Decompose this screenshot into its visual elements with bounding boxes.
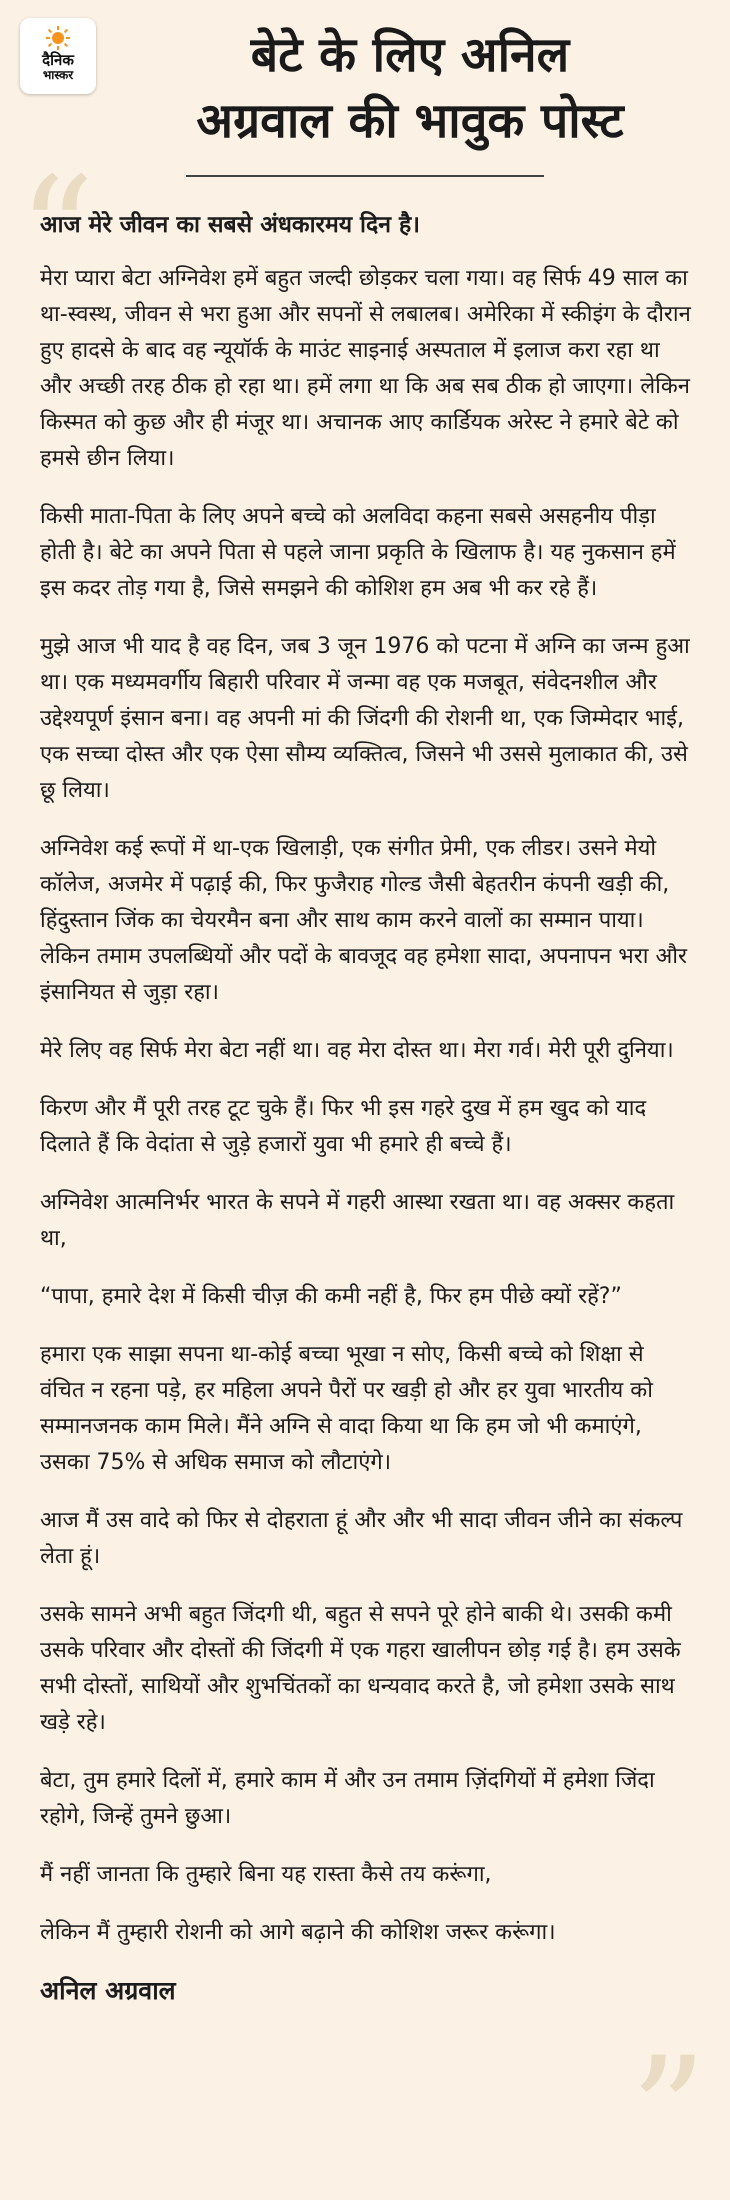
headline-line2: अग्रवाल की भावुक पोस्ट: [196, 93, 624, 149]
post-body: [40, 207, 695, 2009]
opening-line: आज मेरे जीवन का सबसे अंधकारमय दिन है।: [40, 212, 420, 238]
paragraph: अग्निवेश कई रूपों में था-एक खिलाड़ी, एक संगीत प्रेमी, एक लीडर। उसने मेयो कॉलेज, अजमेर में पढ़ाई की, फिर फुजैराह गोल्ड जैसी बेहतरीन कंपनी खड़ी की, हिंदुस्तान जिंक का चेयरमैन बना और साथ काम करने वालों का सम्मान पाया। लेकिन तमाम उपलब्धियों और पदों के बावजूद वह हमेशा सादा, अपनापन भरा और इंसानियत से जुड़ा रहा।: [40, 836, 687, 1005]
title-divider: [186, 175, 544, 177]
paragraph: मेरे लिए वह सिर्फ मेरा बेटा नहीं था। वह मेरा दोस्त था। मेरा गर्व। मेरी पूरी दुनिया।: [40, 1038, 674, 1063]
paragraph: मुझे आज भी याद है वह दिन, जब 3 जून 1976 को पटना में अग्नि का जन्म हुआ था। एक मध्यमवर्गीय बिहारी परिवार में जन्मा वह एक मजबूत, संवेदनशील और उद्देश्यपूर्ण इंसान बना। वह अपनी मां की जिंदगी की रोशनी था, एक जिम्मेदार भाई, एक सच्चा दोस्त और एक ऐसा सौम्य व्यक्तित्व, जिसने भी उससे मुलाकात की, उसे छू लिया।: [40, 634, 690, 803]
paragraph: लेकिन मैं तुम्हारी रोशनी को आगे बढ़ाने की कोशिश जरूर करूंगा।: [40, 1920, 556, 1945]
paragraph: हमारा एक साझा सपना था-कोई बच्चा भूखा न सोए, किसी बच्चे को शिक्षा से वंचित न रहना पड़े, हर महिला अपने पैरों पर खड़ी हो और हर युवा भारतीय को सम्मानजनक काम मिले। मैंने अग्नि से वादा किया था कि हम जो भी कमाएंगे, उसका 75% से अधिक समाज को लौटाएंगे।: [40, 1342, 653, 1475]
sun-icon: [46, 26, 70, 50]
dainik-bhaskar-logo: [20, 18, 96, 94]
logo-brand-line2: भास्कर: [42, 68, 74, 82]
signature: अनिल अग्रवाल: [40, 1976, 176, 2005]
paragraph: किरण और मैं पूरी तरह टूट चुके हैं। फिर भी इस गहरे दुख में हम खुद को याद दिलाते हैं कि वेदांता से जुड़े हजारों युवा भी हमारे ही बच्चे हैं।: [40, 1096, 647, 1157]
headline: [110, 22, 710, 154]
headline-line1: बेटे के लिए अनिल: [250, 27, 570, 83]
logo-brand-line1: दैनिक: [42, 51, 74, 69]
paragraph: अग्निवेश आत्मनिर्भर भारत के सपने में गहरी आस्था रखता था। वह अक्सर कहता था,: [40, 1190, 675, 1251]
open-quote-icon: “: [18, 146, 95, 320]
paragraph: बेटा, तुम हमारे दिलों में, हमारे काम में और उन तमाम ज़िंदगियों में हमेशा जिंदा रहोगे, जिन्हें तुमने छुआ।: [40, 1768, 655, 1829]
paragraph: आज मैं उस वादे को फिर से दोहराता हूं और और भी सादा जीवन जीने का संकल्प लेता हूं।: [40, 1508, 683, 1569]
paragraph: मैं नहीं जानता कि तुम्हारे बिना यह रास्ता कैसे तय करूंगा,: [40, 1862, 492, 1887]
quote-paragraph: “पापा, हमारे देश में किसी चीज़ की कमी नहीं है, फिर हम पीछे क्यों रहें?”: [40, 1284, 622, 1309]
close-quote-icon: ”: [630, 2026, 707, 2200]
paragraph: उसके सामने अभी बहुत जिंदगी थी, बहुत से सपने पूरे होने बाकी थे। उसकी कमी उसके परिवार और दोस्तों की जिंदगी में एक गहरा खालीपन छोड़ गई है। हम उसके सभी दोस्तों, साथियों और शुभचिंतकों का धन्यवाद करते है, जो हमेशा उसके साथ खड़े रहे।: [40, 1602, 681, 1735]
paragraph: किसी माता-पिता के लिए अपने बच्चे को अलविदा कहना सबसे असहनीय पीड़ा होती है। बेटे का अपने पिता से पहले जाना प्रकृति के खिलाफ है। यह नुकसान हमें इस कदर तोड़ गया है, जिसे समझने की कोशिश हम अब भी कर रहे हैं।: [40, 504, 676, 601]
paragraph: मेरा प्यारा बेटा अग्निवेश हमें बहुत जल्दी छोड़कर चला गया। वह सिर्फ 49 साल का था-स्वस्थ, जीवन से भरा हुआ और सपनों से लबालब। अमेरिका में स्कीइंग के दौरान हुए हादसे के बाद वह न्यूयॉर्क के माउंट साइनाई अस्पताल में इलाज करा रहा था और अच्छी तरह ठीक हो रहा था। हमें लगा था कि अब सब ठीक हो जाएगा। लेकिन किस्मत को कुछ और ही मंजूर था। अचानक आए कार्डियक अरेस्ट ने हमारे बेटे को हमसे छीन लिया।: [40, 266, 691, 471]
